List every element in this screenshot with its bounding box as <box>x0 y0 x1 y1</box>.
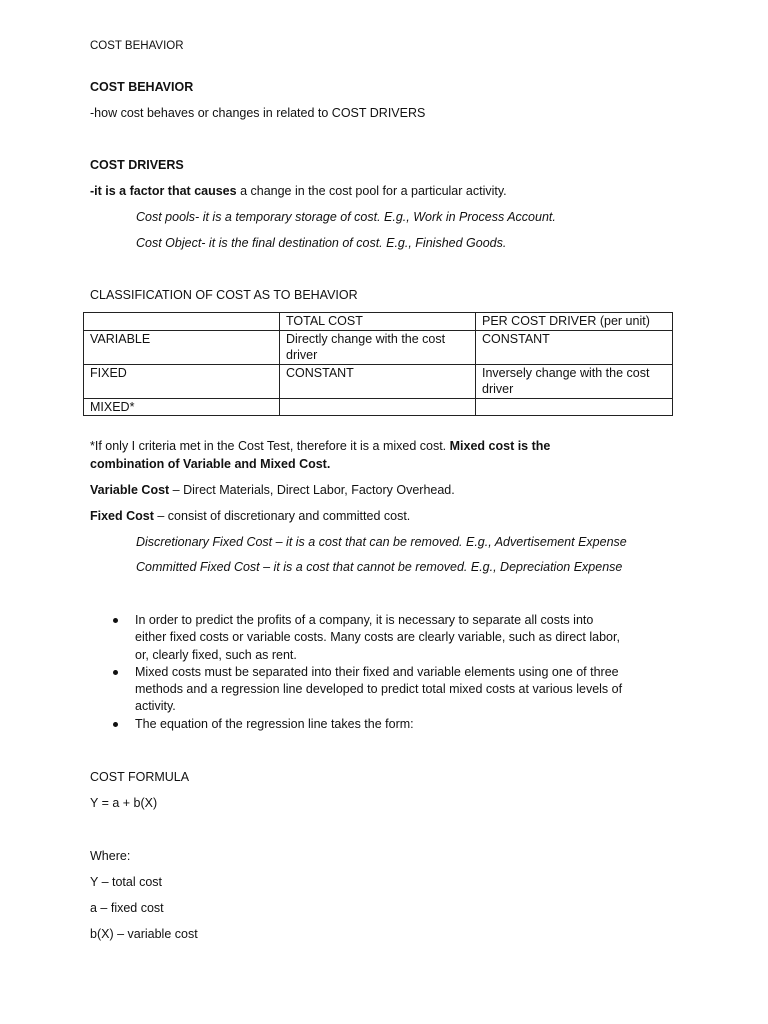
section-title-cost-drivers: COST DRIVERS <box>90 158 184 172</box>
bullet-dot-icon <box>113 670 118 675</box>
note-emphasis: Mixed cost is the combination of Variable and Mixed Cost. <box>90 439 551 471</box>
list-item-line: methods and a regression line developed to predict total mixed costs at various levels of <box>135 682 623 697</box>
classification-table <box>83 312 673 416</box>
table-cell <box>476 398 673 416</box>
list-item <box>110 716 685 733</box>
formula-where-label: Where: <box>90 849 131 863</box>
section-title-cost-behavior: COST BEHAVIOR <box>90 80 194 94</box>
table-row <box>84 364 673 398</box>
list-item-line: activity. <box>135 699 176 714</box>
page-header: COST BEHAVIOR <box>90 40 184 52</box>
formula-a-definition: a – fixed cost <box>90 901 164 915</box>
table-row <box>84 398 673 416</box>
fixed-cost-text: – consist of discretionary and committed cost. <box>153 509 411 523</box>
table-cell <box>280 398 476 416</box>
bullet-list <box>110 612 685 733</box>
cost-object-definition: Cost Object- it is the final destination of cost. E.g., Finished Goods. <box>136 236 507 250</box>
cost-formula-equation: Y = a + b(X) <box>90 796 158 810</box>
discretionary-fixed-cost: Discretionary Fixed Cost – it is a cost that can be removed. E.g., Advertisement Expense <box>136 535 627 549</box>
classification-title: CLASSIFICATION OF COST AS TO BEHAVIOR <box>90 288 358 302</box>
list-item-line: either fixed costs or variable costs. Many costs are clearly variable, such as direct labor, <box>135 630 620 645</box>
table-cell: MIXED* <box>84 398 280 416</box>
cost-drivers-definition <box>90 183 507 200</box>
table-cell: VARIABLE <box>84 330 280 364</box>
list-item-line: Mixed costs must be separated into their fixed and variable elements using one of three <box>135 664 619 679</box>
bullet-dot-icon <box>113 722 118 727</box>
variable-cost-line <box>90 482 455 499</box>
table-cell: Inversely change with the cost driver <box>476 364 673 398</box>
def-part-c: a change in the cost pool for a particular activity. <box>236 184 507 198</box>
table-header-cell <box>84 313 280 331</box>
list-item-line: or, clearly fixed, such as rent. <box>135 647 297 662</box>
table-header-cell: PER COST DRIVER (per unit) <box>476 313 673 331</box>
list-item <box>110 612 685 664</box>
table-row <box>84 330 673 364</box>
committed-fixed-cost: Committed Fixed Cost – it is a cost that cannot be removed. E.g., Depreciation Expense <box>136 560 623 574</box>
cost-pools-definition: Cost pools- it is a temporary storage of cost. E.g., Work in Process Account. <box>136 210 556 224</box>
cost-behavior-definition: -how cost behaves or changes in related to COST DRIVERS <box>90 106 426 120</box>
formula-bx-definition: b(X) – variable cost <box>90 927 198 941</box>
list-item-line: In order to predict the profits of a company, it is necessary to separate all costs into <box>135 613 594 627</box>
note-text: *If only I criteria met in the Cost Test, therefore it is a mixed cost. <box>90 439 450 453</box>
variable-cost-text: – Direct Materials, Direct Labor, Factory Overhead. <box>169 483 455 497</box>
def-emphasis-causes: causes <box>194 184 237 198</box>
fixed-cost-line <box>90 508 410 525</box>
cost-formula-title: COST FORMULA <box>90 770 190 784</box>
def-part-a: -it is a factor that <box>90 184 195 198</box>
list-item <box>110 664 685 716</box>
list-item-line: The equation of the regression line takes the form: <box>135 716 414 731</box>
bullet-dot-icon <box>113 618 118 623</box>
table-cell: CONSTANT <box>476 330 673 364</box>
variable-cost-label: Variable Cost <box>90 483 170 497</box>
fixed-cost-label: Fixed Cost <box>90 509 154 523</box>
table-cell: CONSTANT <box>280 364 476 398</box>
mixed-cost-note <box>90 437 620 473</box>
table-cell: Directly change with the cost driver <box>280 330 476 364</box>
formula-y-definition: Y – total cost <box>90 875 163 889</box>
table-header-cell: TOTAL COST <box>280 313 476 331</box>
table-header-row <box>84 313 673 331</box>
table-cell: FIXED <box>84 364 280 398</box>
